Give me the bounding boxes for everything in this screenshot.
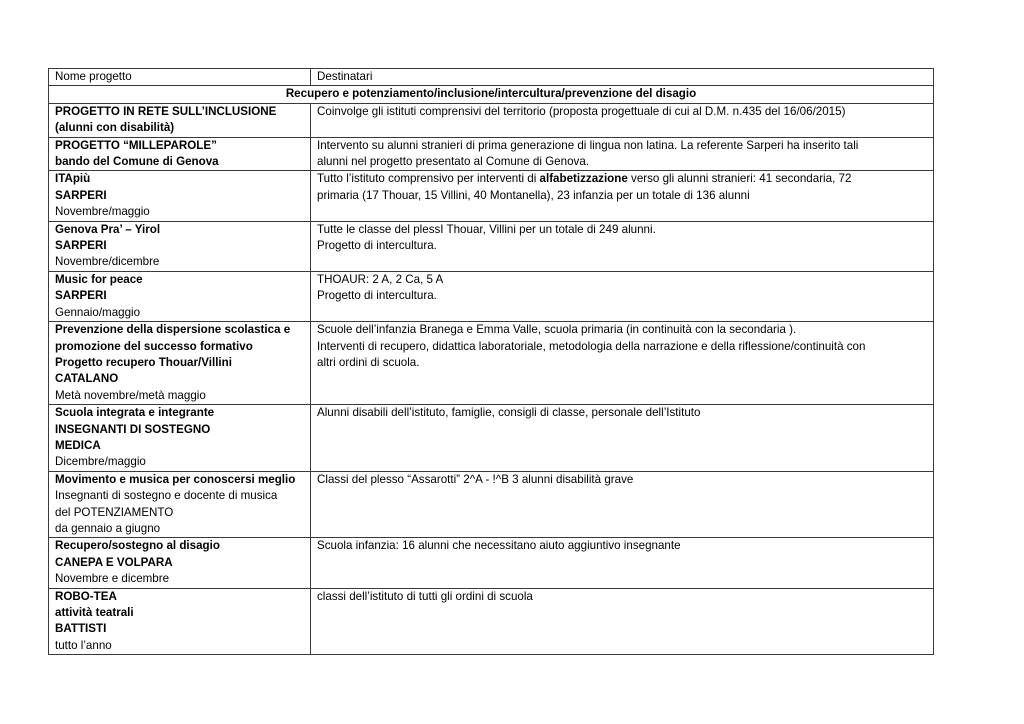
project-cell [49, 538, 311, 588]
recipients-text: verso gli alunni stranieri: 41 secondaria, 72 [627, 172, 852, 186]
project-line: (alunni con disabilità) [55, 121, 175, 135]
recipients-line: Scuole dell’infanzia Branega e Emma Valle, scuola primaria (in continuità con la secondaria ). [317, 323, 797, 337]
document-page [48, 68, 933, 655]
table-row [49, 588, 934, 655]
table-row [49, 271, 934, 321]
recipients-line: alunni nel progetto presentato al Comune di Genova. [317, 155, 589, 169]
table-row [49, 405, 934, 472]
recipients-line: altri ordini di scuola. [317, 355, 420, 369]
project-line: Novembre/dicembre [55, 255, 160, 269]
project-line: Recupero/sostegno al disagio [55, 539, 220, 553]
project-line: CANEPA E VOLPARA [55, 555, 173, 569]
project-line: PROGETTO “MILLEPAROLE” [55, 138, 217, 152]
project-line: Metà novembre/metà maggio [55, 388, 206, 402]
header-cell-project: Nome progetto [49, 69, 311, 86]
project-line: SARPERI [55, 188, 107, 202]
recipients-line: Coinvolge gli istituti comprensivi del territorio (proposta progettuale di cui al D.M. n.435 del 16/06/2015) [317, 104, 846, 118]
section-title: Recupero e potenziamento/inclusione/intercultura/prevenzione del disagio [49, 86, 934, 103]
recipients-cell [311, 322, 934, 405]
project-cell [49, 221, 311, 271]
project-line: Scuola integrata e integrante [55, 406, 215, 420]
project-cell [49, 137, 311, 171]
recipients-cell [311, 171, 934, 221]
recipients-line: THOAUR: 2 A, 2 Ca, 5 A [317, 272, 444, 286]
table-row [49, 221, 934, 271]
recipients-emphasis: alfabetizzazione [539, 172, 628, 186]
recipients-line: Scuola infanzia: 16 alunni che necessitano aiuto aggiuntivo insegnante [317, 539, 681, 553]
recipients-cell [311, 103, 934, 137]
project-line: Insegnanti di sostegno e docente di musica [55, 489, 278, 503]
recipients-cell [311, 405, 934, 472]
project-line: MEDICA [55, 438, 101, 452]
project-line: Gennaio/maggio [55, 305, 141, 319]
table-row [49, 538, 934, 588]
recipients-cell [311, 137, 934, 171]
recipients-line: Intervento su alunni stranieri di prima generazione di lingua non latina. La referente Sarperi ha inserito tali [317, 138, 859, 152]
project-line: SARPERI [55, 239, 107, 253]
recipients-cell [311, 271, 934, 321]
project-cell [49, 103, 311, 137]
recipients-line: Tutte le classe del plessI Thouar, Villini per un totale di 249 alunni. [317, 222, 656, 236]
project-line: da gennaio a giugno [55, 521, 161, 535]
project-line: del POTENZIAMENTO [55, 505, 174, 519]
project-line: INSEGNANTI DI SOSTEGNO [55, 422, 211, 436]
project-cell [49, 405, 311, 472]
project-cell [49, 271, 311, 321]
project-line: Movimento e musica per conoscersi meglio [55, 472, 296, 486]
recipients-cell [311, 471, 934, 538]
projects-table [48, 68, 934, 655]
recipients-line: Alunni disabili dell’istituto, famiglie, consigli di classe, personale dell’Istituto [317, 406, 701, 420]
project-line: ROBO-TEA [55, 589, 117, 603]
header-row [49, 69, 934, 86]
project-line: Novembre/maggio [55, 205, 150, 219]
project-cell [49, 588, 311, 655]
recipients-line [317, 171, 927, 187]
project-cell [49, 471, 311, 538]
project-line: SARPERI [55, 289, 107, 303]
section-title-row [49, 86, 934, 103]
table-row [49, 137, 934, 171]
recipients-text: Tutto l’istituto comprensivo per interventi di [317, 172, 540, 186]
recipients-line: Interventi di recupero, didattica laboratoriale, metodologia della narrazione e della riflessione/continuità con [317, 339, 866, 353]
project-cell [49, 171, 311, 221]
project-line: Genova Pra’ – Yirol [55, 222, 161, 236]
recipients-cell [311, 221, 934, 271]
project-line: PROGETTO IN RETE SULL’INCLUSIONE [55, 104, 277, 118]
table-row [49, 103, 934, 137]
table-row [49, 471, 934, 538]
recipients-line: Progetto di intercultura. [317, 289, 437, 303]
project-cell [49, 322, 311, 405]
project-line: promozione del successo formativo [55, 339, 253, 353]
project-line: tutto l’anno [55, 638, 112, 652]
project-line: ITApiù [55, 172, 91, 186]
project-line: Dicembre/maggio [55, 455, 146, 469]
recipients-line: Classi del plesso “Assarotti” 2^A - !^B 3 alunni disabilità grave [317, 472, 634, 486]
table-row [49, 322, 934, 405]
recipients-line: Progetto di intercultura. [317, 239, 437, 253]
header-cell-recipients: Destinatari [311, 69, 934, 86]
project-line: Progetto recupero Thouar/Villini [55, 355, 232, 369]
recipients-cell [311, 538, 934, 588]
recipients-line: primaria (17 Thouar, 15 Villini, 40 Montanella), 23 infanzia per un totale di 136 alunni [317, 188, 750, 202]
project-line: BATTISTI [55, 622, 107, 636]
project-line: attività teatrali [55, 606, 134, 619]
project-line: bando del Comune di Genova [55, 155, 219, 169]
project-line: Music for peace [55, 272, 143, 286]
project-line: Prevenzione della dispersione scolastica e [55, 323, 291, 337]
project-line: Novembre e dicembre [55, 572, 170, 586]
project-line: CATALANO [55, 372, 119, 386]
recipients-cell [311, 588, 934, 655]
recipients-line: classi dell’istituto di tutti gli ordini di scuola [317, 589, 533, 603]
table-row [49, 171, 934, 221]
